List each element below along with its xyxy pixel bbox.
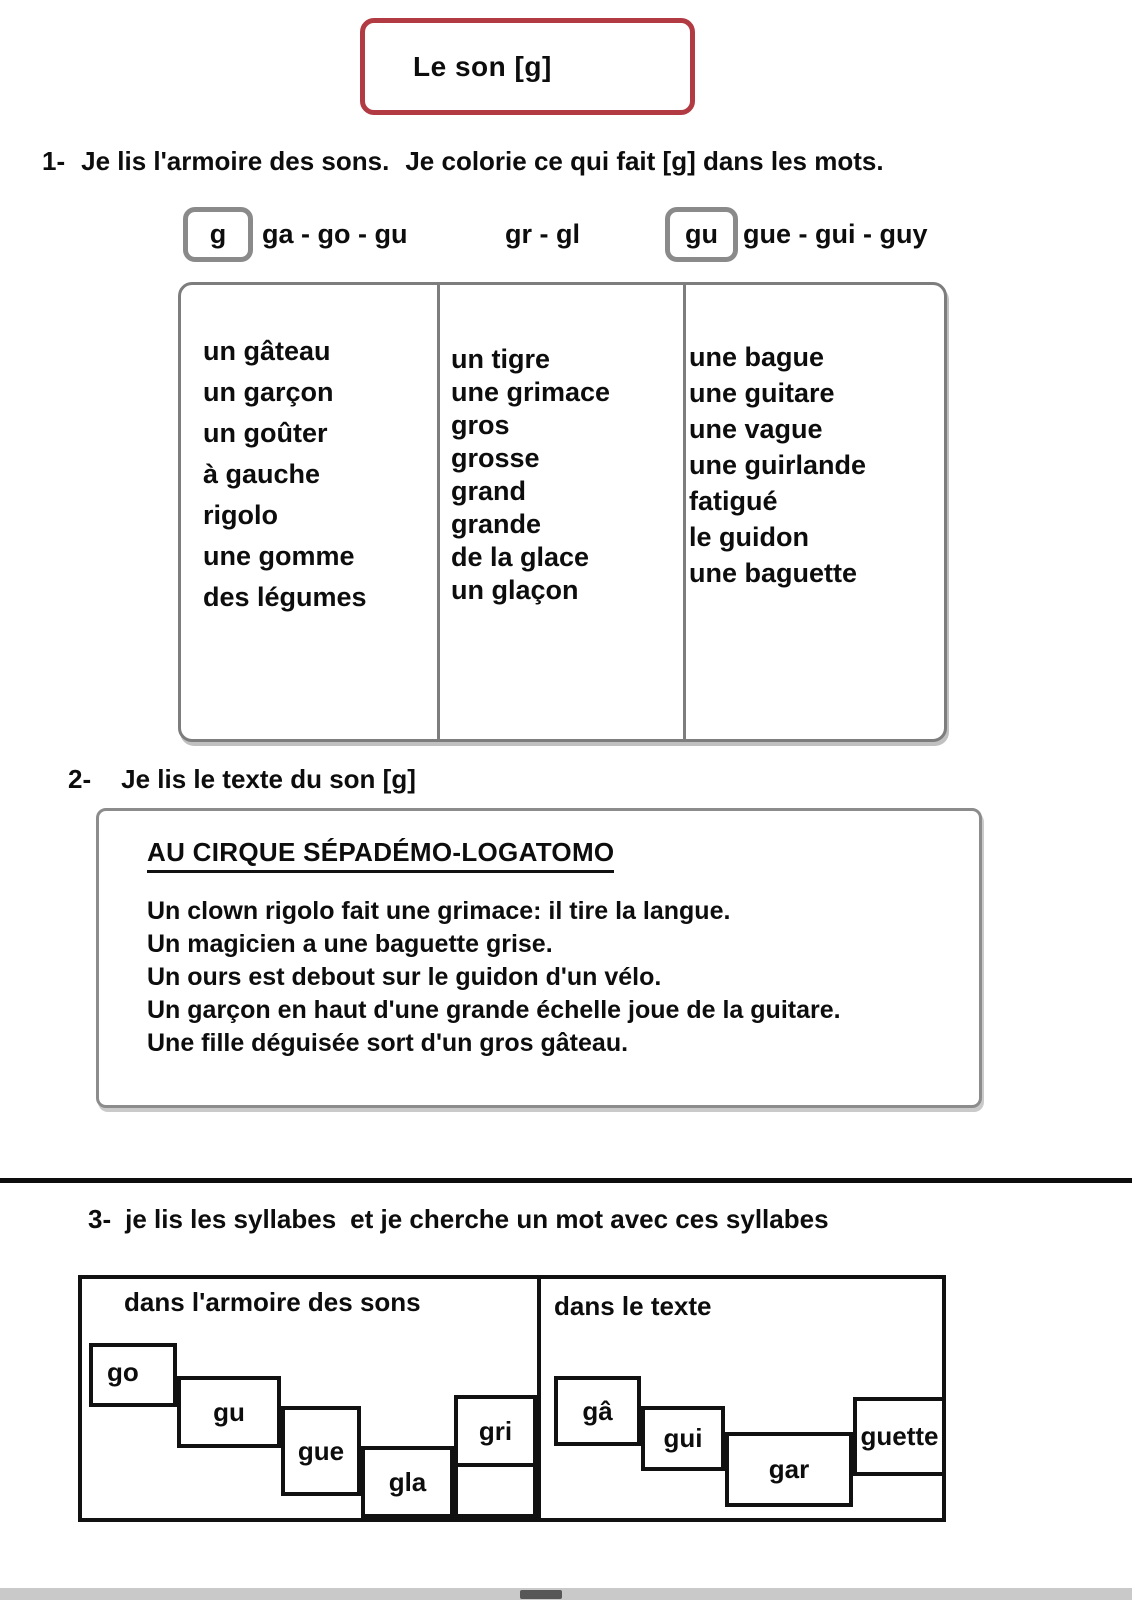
word: de la glace [451, 542, 590, 572]
syllable-table-divider [537, 1279, 541, 1518]
reading-text-title: AU CIRQUE SÉPADÉMO-LOGATOMO [147, 837, 614, 873]
sound-header-row [0, 205, 1132, 265]
syllable-label: go [107, 1357, 139, 1387]
word: une grimace [451, 377, 611, 407]
syllable-label: gri [478, 1415, 513, 1446]
section-divider-line [0, 1178, 1132, 1183]
syllable-label: gla [388, 1466, 427, 1497]
syllable-box-gar [725, 1432, 853, 1507]
exercise2-instruction: Je lis le texte du son [g] [121, 764, 416, 794]
word: grand [451, 476, 527, 506]
syllable-table-left-header: dans l'armoire des sons [124, 1287, 421, 1317]
word: une vague [689, 414, 823, 444]
scan-artifact-band [0, 1588, 1132, 1600]
syllable-box-gri [454, 1395, 537, 1467]
word: une gomme [203, 541, 355, 571]
sound-box-g-label: g [209, 219, 227, 249]
word: le guidon [689, 522, 809, 552]
word: un garçon [203, 377, 334, 407]
syllable-box-gue [281, 1406, 361, 1496]
exercise1-heading [42, 146, 884, 177]
exercise3-instruction-a: je lis les syllabes [125, 1204, 337, 1234]
word-column-gr-gl [451, 343, 610, 607]
reading-text-body [147, 895, 841, 1060]
word: une baguette [689, 558, 858, 588]
scan-artifact-mark [520, 1590, 562, 1599]
sound-box-gu [665, 207, 738, 262]
word: une bague [689, 342, 825, 372]
exercise2-number: 2- [68, 764, 92, 794]
syllable-box-go [89, 1343, 177, 1407]
word: un glaçon [451, 575, 579, 605]
exercise3-heading [88, 1204, 829, 1235]
story-line: Un magicien a une baguette grise. [147, 930, 553, 958]
word: des légumes [203, 582, 367, 612]
word: grande [451, 509, 542, 539]
syllable-label: gui [663, 1423, 703, 1453]
word: un gâteau [203, 336, 331, 366]
syllable-box-gla [361, 1446, 454, 1518]
syllable-label: guette [860, 1421, 939, 1451]
sound-box-g [183, 207, 253, 262]
syllable-box-ga-circumflex [554, 1376, 641, 1446]
sound-box-gu-label: gu [685, 219, 718, 249]
word: grosse [451, 443, 540, 473]
exercise1-instruction-a: Je lis l'armoire des sons. [81, 146, 390, 176]
story-line: Une fille déguisée sort d'un gros gâteau. [147, 1029, 629, 1057]
word: un tigre [451, 344, 550, 374]
story-line: Un ours est debout sur le guidon d'un vélo. [147, 963, 662, 991]
story-line: Un clown rigolo fait une grimace: il tire la langue. [147, 897, 731, 925]
word-column-g [203, 331, 367, 618]
syllable-box-gu [177, 1376, 281, 1448]
syllable-label: gu [213, 1396, 245, 1427]
syllables-gue-gui-guy: gue - gui - guy [743, 219, 928, 249]
word: un goûter [203, 418, 328, 448]
column-divider-2 [683, 285, 686, 739]
worksheet-title: Le son [g] [413, 50, 552, 82]
word: une guitare [689, 378, 835, 408]
syllable-label: gue [297, 1435, 345, 1466]
word: rigolo [203, 500, 278, 530]
story-line: Un garçon en haut d'une grande échelle joue de la guitare. [147, 996, 841, 1024]
exercise1-number: 1- [42, 146, 66, 176]
exercise2-heading [68, 764, 416, 795]
syllable-box-guette [853, 1397, 946, 1476]
worksheet-title-box [360, 18, 695, 115]
exercise3-number: 3- [88, 1204, 112, 1234]
word: gros [451, 410, 510, 440]
word: à gauche [203, 459, 321, 489]
word: une guirlande [689, 450, 867, 480]
word-cupboard-box [178, 282, 947, 742]
reading-text-box [96, 808, 982, 1108]
word: fatigué [689, 486, 778, 516]
exercise3-instruction-b: et je cherche un mot avec ces syllabes [350, 1204, 829, 1234]
syllables-gr-gl: gr - gl [505, 219, 580, 249]
column-divider-1 [437, 285, 440, 739]
syllable-label: gar [768, 1454, 810, 1484]
syllable-box-empty [454, 1467, 537, 1518]
word-column-gu [689, 339, 866, 591]
syllable-box-gui [641, 1406, 725, 1471]
syllables-ga-go-gu: ga - go - gu [262, 219, 408, 249]
syllable-label: gâ [582, 1395, 613, 1426]
syllable-table-right-header: dans le texte [554, 1291, 712, 1321]
syllable-table [78, 1275, 946, 1522]
exercise1-instruction-b: Je colorie ce qui fait [g] dans les mots. [405, 146, 884, 176]
